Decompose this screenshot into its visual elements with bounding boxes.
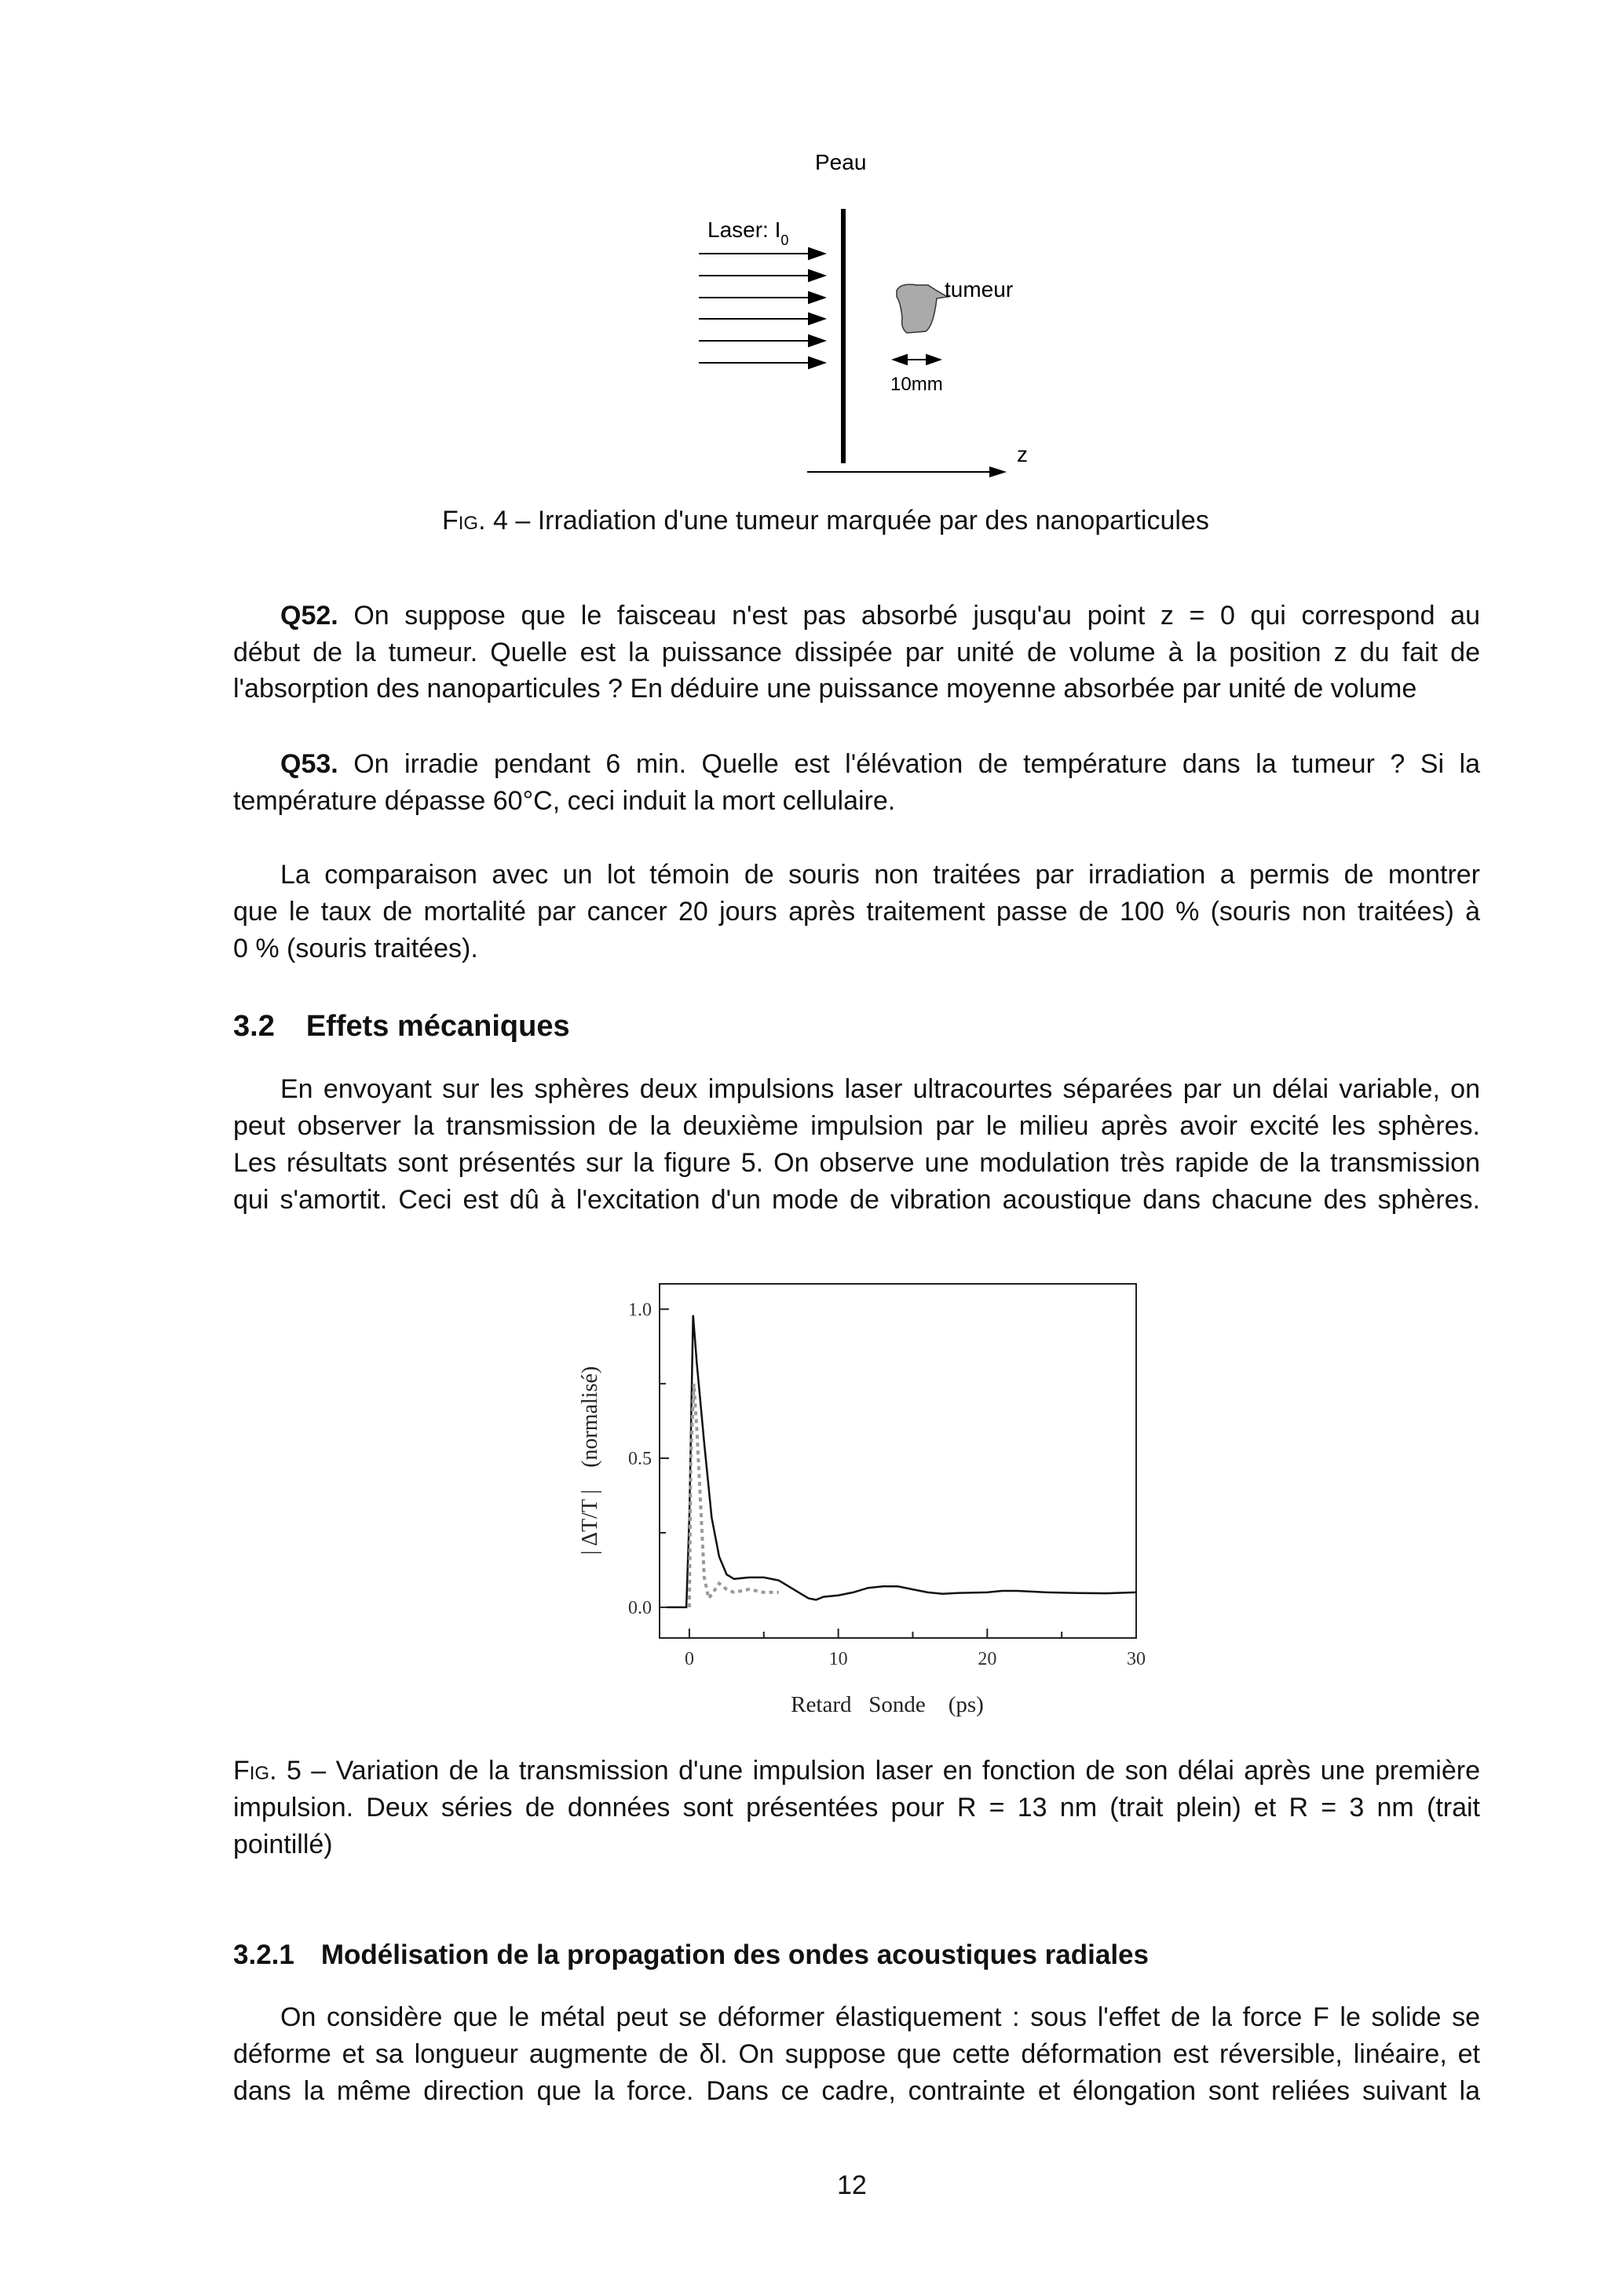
- para3-line-3: dans la même direction que la force. Dans ce cadre, contrainte et élongation sont reliées suivant la: [233, 2076, 1480, 2106]
- para2-line-2: peut observer la transmission de la deuxième impulsion par le milieu après avoir excité les sphères.: [233, 1111, 1480, 1141]
- section-title: Effets mécaniques: [305, 1010, 570, 1043]
- x-tick-label: 20: [978, 1649, 997, 1669]
- fig5-caption-line-3: pointillé): [233, 1830, 333, 1859]
- caption-prefix: Fig.: [233, 1756, 277, 1786]
- laser-label: Laser: $I_0$: [707, 218, 789, 248]
- scale-label: 10mm: [890, 374, 943, 395]
- q52-line-2: début de la tumeur. Quelle est la puissance dissipée par unité de volume à la position z du fait de: [233, 638, 1480, 667]
- caption-text: 5 – Variation de la transmission d'une impulsion laser en fonction de son délai après une première: [276, 1756, 1480, 1786]
- para2-line-3: Les résultats sont présentés sur la figure 5. On observe une modulation très rapide de la transmission: [233, 1148, 1480, 1178]
- z-axis-label: z: [1017, 442, 1028, 466]
- y-tick-label: 1.0: [628, 1300, 652, 1321]
- para1-line-2: que le taux de mortalité par cancer 20 jours après traitement passe de 100 % (souris non traitées) à: [233, 897, 1480, 927]
- plot-frame: [660, 1284, 1136, 1638]
- q53-label: Q53.: [280, 749, 338, 779]
- series-line-solid: [667, 1315, 1137, 1607]
- x-axis-label: Retard Sonde (ps): [791, 1692, 984, 1717]
- fig5-caption-line-2: impulsion. Deux séries de données sont présentées pour R = 13 nm (trait plein) et R = 3 nm (trait: [233, 1793, 1480, 1823]
- caption-text: 4 – Irradiation d'une tumeur marquée par des nanoparticules: [485, 506, 1209, 536]
- section-heading-3-2-1: [233, 1940, 1149, 1971]
- skin-label: Peau: [815, 150, 867, 174]
- y-tick-label: 0.0: [628, 1597, 652, 1618]
- q52-label: Q52.: [280, 601, 338, 631]
- section-title: Modélisation de la propagation des ondes acoustiques radiales: [320, 1940, 1149, 1970]
- q53-text: On irradie pendant 6 min. Quelle est l'élévation de température dans la tumeur ? Si la: [338, 749, 1480, 779]
- q53-line-2: température dépasse 60°C, ceci induit la mort cellulaire.: [233, 786, 896, 816]
- para1-line-1: La comparaison avec un lot témoin de souris non traitées par irradiation a permis de montrer: [280, 860, 1480, 890]
- y-tick-label: 0.5: [628, 1449, 652, 1470]
- x-tick-label: 30: [1127, 1649, 1146, 1669]
- para3-line-1: On considère que le métal peut se déformer élastiquement : sous l'effet de la force F le solide se: [280, 2002, 1480, 2032]
- section-number: 3.2.1: [233, 1940, 294, 1970]
- x-tick-label: 10: [828, 1649, 848, 1669]
- x-tick-label: 0: [684, 1649, 694, 1669]
- y-axis-label: | ΔT/T | (normalisé): [578, 1366, 602, 1556]
- section-number: 3.2: [233, 1010, 275, 1043]
- para1-line-3: 0 % (souris traitées).: [233, 934, 478, 963]
- caption-prefix: Fig.: [442, 506, 486, 536]
- q52-text: On suppose que le faisceau n'est pas absorbé jusqu'au point z = 0 qui correspond au: [338, 601, 1480, 631]
- para3-line-2: déforme et sa longueur augmente de δl. On suppose que cette déformation est réversible, linéaire, et: [233, 2039, 1480, 2069]
- para2-line-4: qui s'amortit. Ceci est dû à l'excitation d'un mode de vibration acoustique dans chacune des sphères.: [233, 1185, 1480, 1215]
- fig5-caption-line-1: [233, 1753, 1480, 1790]
- para2-line-1: En envoyant sur les sphères deux impulsions laser ultracourtes séparées par un délai variable, on: [280, 1074, 1480, 1104]
- page-number: 12: [837, 2170, 867, 2200]
- tumor-label: tumeur: [945, 277, 1014, 302]
- q52-line-3: l'absorption des nanoparticules ? En déduire une puissance moyenne absorbée par unité de volume: [233, 674, 1417, 704]
